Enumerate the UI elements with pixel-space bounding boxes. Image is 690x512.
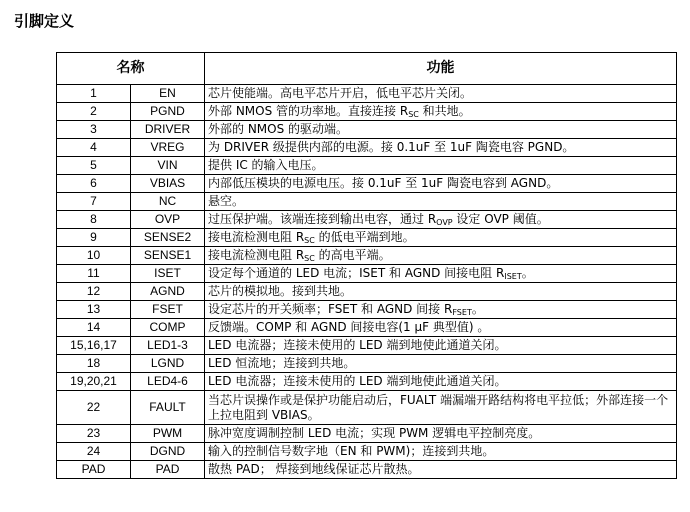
table-row: [57, 319, 677, 337]
pin-name: DRIVER: [131, 121, 205, 139]
pin-number: 1: [57, 85, 131, 103]
table-row: [57, 301, 677, 319]
table-row: [57, 461, 677, 479]
table-row: [57, 373, 677, 391]
subscript-text: FSET: [452, 308, 472, 317]
pin-description: [205, 121, 677, 139]
pin-name: FAULT: [131, 391, 205, 425]
subscript-text: OVP: [436, 218, 453, 227]
pin-number: 12: [57, 283, 131, 301]
table-row: [57, 211, 677, 229]
pin-description: [205, 337, 677, 355]
pin-description: [205, 391, 677, 425]
pin-description: [205, 229, 677, 247]
pin-number: 22: [57, 391, 131, 425]
pin-name: SENSE1: [131, 247, 205, 265]
pin-name: VREG: [131, 139, 205, 157]
description-text: 设定每个通道的 LED 电流；ISET 和 AGND 间接电阻 R: [208, 266, 505, 280]
pin-number: 4: [57, 139, 131, 157]
description-text: 悬空。: [208, 194, 245, 208]
description-text: 接电流检测电阻 R: [208, 248, 305, 262]
page-title: 引脚定义: [14, 12, 75, 30]
pin-number: 14: [57, 319, 131, 337]
description-text: 芯片的模拟地。接到共地。: [208, 284, 353, 298]
description-text: 。: [521, 266, 534, 280]
header-function: 功能: [205, 53, 677, 85]
description-text: 散热 PAD； 焊接到地线保证芯片散热。: [208, 462, 420, 476]
pin-number: 13: [57, 301, 131, 319]
description-text: LED 恒流地；连接到共地。: [208, 356, 356, 370]
description-text: 过压保护端。该端连接到输出电容，通过 R: [208, 212, 437, 226]
pin-description: [205, 301, 677, 319]
table-row: [57, 283, 677, 301]
description-text: LED 电流器；连接未使用的 LED 端到地使此通道关闭。: [208, 374, 507, 388]
pin-name: OVP: [131, 211, 205, 229]
table-row: [57, 157, 677, 175]
pin-name: VIN: [131, 157, 205, 175]
table-row: [57, 193, 677, 211]
pin-number: 5: [57, 157, 131, 175]
description-text: 外部的 NMOS 的驱动端。: [208, 122, 349, 136]
description-text: 输入的控制信号数字地（EN 和 PWM)；连接到共地。: [208, 444, 495, 458]
pin-name: NC: [131, 193, 205, 211]
pin-description: [205, 373, 677, 391]
table-row: [57, 355, 677, 373]
pin-number: 11: [57, 265, 131, 283]
description-text: 的低电平端到地。: [314, 230, 415, 244]
pin-name: AGND: [131, 283, 205, 301]
pin-name: ISET: [131, 265, 205, 283]
pin-number: 3: [57, 121, 131, 139]
table-row: [57, 443, 677, 461]
description-text: 芯片使能端。高电平芯片开启，低电平芯片关闭。: [208, 86, 473, 100]
pin-description: [205, 211, 677, 229]
table-row: [57, 121, 677, 139]
table-row: [57, 85, 677, 103]
description-text: 。: [471, 302, 484, 316]
table-row: [57, 139, 677, 157]
pin-description: [205, 157, 677, 175]
table-row: [57, 247, 677, 265]
pin-name: PGND: [131, 103, 205, 121]
pin-number: 7: [57, 193, 131, 211]
pin-name: VBIAS: [131, 175, 205, 193]
pin-definition-table: [56, 52, 677, 479]
pin-name: LED4-6: [131, 373, 205, 391]
pin-description: [205, 319, 677, 337]
pin-name: PWM: [131, 425, 205, 443]
description-text: 设定 OVP 阈值。: [452, 212, 549, 226]
table-row: [57, 391, 677, 425]
pin-description: [205, 85, 677, 103]
pin-description: [205, 139, 677, 157]
pin-number: 19,20,21: [57, 373, 131, 391]
pin-name: FSET: [131, 301, 205, 319]
pin-name: COMP: [131, 319, 205, 337]
pin-number: 8: [57, 211, 131, 229]
description-text: 的高电平端。: [314, 248, 391, 262]
pin-description: [205, 461, 677, 479]
pin-name: SENSE2: [131, 229, 205, 247]
description-text: 反馈端。COMP 和 AGND 间接电容(1 μF 典型值) 。: [208, 320, 490, 334]
table-row: [57, 229, 677, 247]
pin-number: PAD: [57, 461, 131, 479]
pin-number: 15,16,17: [57, 337, 131, 355]
pin-description: [205, 193, 677, 211]
subscript-text: SC: [304, 254, 315, 263]
pin-number: 24: [57, 443, 131, 461]
pin-number: 18: [57, 355, 131, 373]
description-text: LED 电流器；连接未使用的 LED 端到地使此通道关闭。: [208, 338, 507, 352]
pin-description: [205, 283, 677, 301]
pin-name: LGND: [131, 355, 205, 373]
pin-description: [205, 425, 677, 443]
table-body: [57, 85, 677, 479]
table-header-row: [57, 53, 677, 85]
pin-name: PAD: [131, 461, 205, 479]
description-text: 设定芯片的开关频率；FSET 和 AGND 间接 R: [208, 302, 453, 316]
description-text: 脉冲宽度调制控制 LED 电流；实现 PWM 逻辑电平控制亮度。: [208, 426, 541, 440]
pin-description: [205, 355, 677, 373]
description-text: 和共地。: [418, 104, 471, 118]
subscript-text: SC: [304, 236, 315, 245]
pin-name: EN: [131, 85, 205, 103]
description-text: 外部 NMOS 管的功率地。直接连接 R: [208, 104, 409, 118]
table-row: [57, 265, 677, 283]
pin-description: [205, 265, 677, 283]
pin-description: [205, 443, 677, 461]
description-text: 内部低压模块的电源电压。接 0.1uF 至 1uF 陶瓷电容到 AGND。: [208, 176, 559, 190]
pin-number: 6: [57, 175, 131, 193]
pin-number: 9: [57, 229, 131, 247]
description-text: 提供 IC 的输入电压。: [208, 158, 324, 172]
table-row: [57, 175, 677, 193]
subscript-text: SC: [408, 110, 419, 119]
description-text: 当芯片误操作或是保护功能启动后，FUALT 端漏端开路结构将电平拉低；外部连接一个上拉电阻到 VBIAS。: [208, 392, 669, 422]
subscript-text: ISET: [504, 272, 522, 281]
table-row: [57, 337, 677, 355]
pin-description: [205, 103, 677, 121]
header-name: 名称: [57, 53, 205, 85]
pin-number: 23: [57, 425, 131, 443]
pin-name: LED1-3: [131, 337, 205, 355]
description-text: 为 DRIVER 级提供内部的电源。接 0.1uF 至 1uF 陶瓷电容 PGND。: [208, 140, 575, 154]
pin-number: 10: [57, 247, 131, 265]
table-row: [57, 103, 677, 121]
table-row: [57, 425, 677, 443]
pin-number: 2: [57, 103, 131, 121]
pin-name: DGND: [131, 443, 205, 461]
pin-description: [205, 175, 677, 193]
pin-description: [205, 247, 677, 265]
description-text: 接电流检测电阻 R: [208, 230, 305, 244]
